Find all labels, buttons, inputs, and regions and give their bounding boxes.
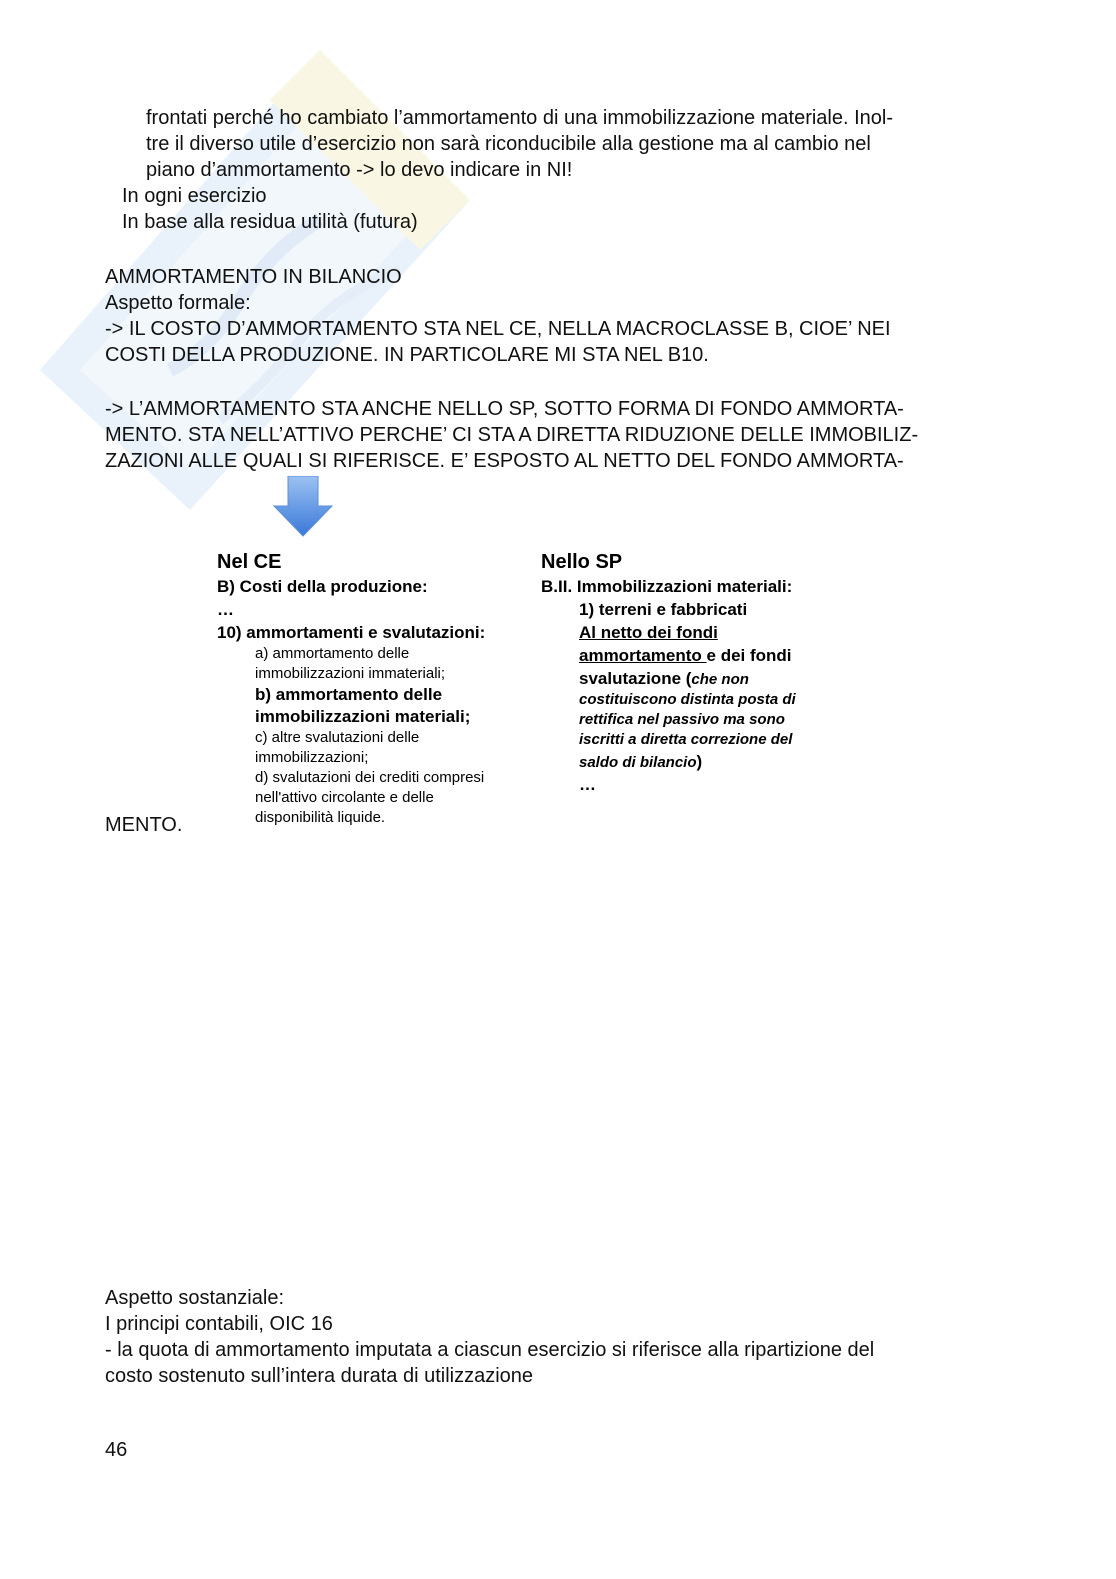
sp-title: Nello SP [541, 551, 623, 573]
substantive-heading: Aspetto sostanziale: [105, 1287, 284, 1309]
sp-net-line [579, 644, 841, 667]
sp-svalutazione: svalutazione ( [579, 669, 692, 688]
section-title: AMMORTAMENTO IN BILANCIO [105, 266, 402, 288]
ce-item-c: c) altre svalutazioni delle [255, 729, 420, 746]
ce-ellipsis: … [217, 600, 234, 619]
sp-italic-note: iscritti a diretta correzione del [579, 731, 793, 748]
sp-italic-note: costituiscono distinta posta di [579, 691, 796, 708]
sp-italic-note: che non [691, 671, 749, 688]
sp-subtitle: B.II. Immobilizzazioni materiali: [541, 577, 793, 596]
ce-title: Nel CE [217, 551, 282, 573]
sp-net-rest: e dei fondi [706, 646, 792, 665]
intro-bullet: In ogni esercizio [122, 185, 267, 207]
ce-item-b: b) ammortamento delle [255, 685, 443, 704]
intro-line: frontati perché ho cambiato l’ammortamento di una immobilizzazione materiale. Inol- [146, 107, 894, 129]
figure-sp-column [541, 550, 841, 796]
formal-paragraph-end: MENTO. [105, 814, 183, 836]
intro-line: tre il diverso utile d’esercizio non sarà riconducibile alla gestione ma al cambio nel [146, 133, 871, 155]
sp-item-1: 1) terreni e fabbricati [579, 600, 748, 619]
substantive-line: - la quota di ammortamento imputata a ciascun esercizio si riferisce alla ripartizione del [105, 1339, 875, 1361]
ce-item-d: d) svalutazioni dei crediti compresi [255, 769, 485, 786]
sp-ellipsis: … [579, 775, 596, 794]
page-number: 46 [105, 1439, 128, 1461]
sp-italic-note: saldo di bilancio [579, 754, 697, 771]
sp-net-line: Al netto dei fondi [579, 623, 718, 642]
sp-net-line [579, 667, 841, 690]
sp-net-underlined: ammortamento [579, 646, 707, 665]
formal-paragraph-line: -> IL COSTO D’AMMORTAMENTO STA NEL CE, NELLA MACROCLASSE B, CIOE’ NEI [105, 318, 891, 340]
formal-paragraph-line: COSTI DELLA PRODUZIONE. IN PARTICOLARE MI STA NEL B10. [105, 344, 709, 366]
substantive-line: I principi contabili, OIC 16 [105, 1313, 333, 1335]
substantive-line: costo sostenuto sull’intera durata di utilizzazione [105, 1365, 534, 1387]
formal-paragraph-line: MENTO. STA NELL’ATTIVO PERCHE’ CI STA A DIRETTA RIDUZIONE DELLE IMMOBILIZ- [105, 424, 919, 446]
ce-item-10: 10) ammortamenti e svalutazioni: [217, 623, 486, 642]
intro-line: piano d’ammortamento -> lo devo indicare in NI! [146, 159, 573, 181]
sp-italic-end [579, 750, 841, 773]
formal-heading: Aspetto formale: [105, 292, 251, 314]
ce-item-a: immobilizzazioni immateriali; [255, 665, 446, 682]
figure-ce-column [217, 550, 537, 828]
formal-paragraph-line: -> L’AMMORTAMENTO STA ANCHE NELLO SP, SOTTO FORMA DI FONDO AMMORTA- [105, 398, 904, 420]
ce-subtitle: B) Costi della produzione: [217, 577, 428, 596]
intro-bullet: In base alla residua utilità (futura) [122, 211, 418, 233]
ce-item-a: a) ammortamento delle [255, 645, 410, 662]
ce-item-c: immobilizzazioni; [255, 749, 369, 766]
sp-italic-note: rettifica nel passivo ma sono [579, 711, 785, 728]
ce-item-d: nell'attivo circolante e delle [255, 789, 434, 806]
ce-item-d: disponibilità liquide. [255, 809, 386, 826]
sp-close-paren: ) [696, 752, 703, 771]
ce-item-b: immobilizzazioni materiali; [255, 707, 471, 726]
formal-paragraph-line: ZAZIONI ALLE QUALI SI RIFERISCE. E’ ESPOSTO AL NETTO DEL FONDO AMMORTA- [105, 450, 904, 472]
arrow-down-icon [272, 476, 334, 538]
